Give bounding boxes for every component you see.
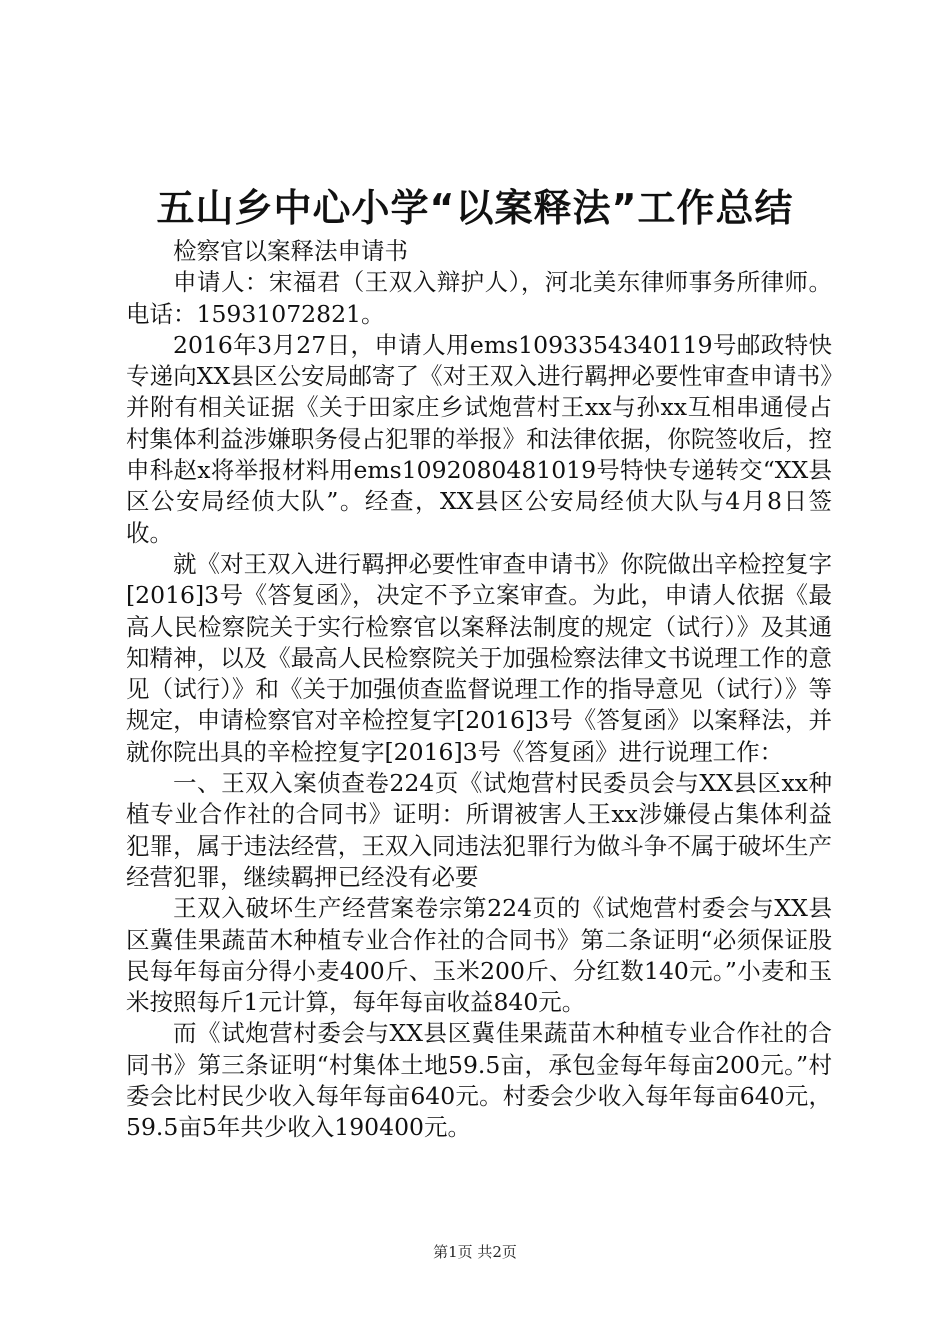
paragraph-point-one: 一、王双入案侦查卷224页《试炮营村民委员会与XX县区xx种植专业合作社的合同书》证明：所谓被害人王xx涉嫌侵占集体利益犯罪，属于违法经营，王双入同违法犯罪行为做斗争不属于破坏生产经营犯罪，继续羁押已经没有必要	[126, 769, 832, 891]
paragraph-contract-clause-three: 而《试炮营村委会与XX县区冀佳果蔬苗木种植专业合作社的合同书》第三条证明“村集体土地59.5亩，承包金每年每亩200元。”村委会比村民少收入每年每亩640元。村委会少收入每年每亩640元，59.5亩5年共少收入190400元。	[126, 1019, 832, 1142]
paragraph-facts: 2016年3月27日，申请人用ems1093354340119号邮政特快专递向XX县区公安局邮寄了《对王双入进行羁押必要性审查申请书》并附有相关证据《关于田家庄乡试炮营村王xx与孙xx互相串通侵占村集体利益涉嫌职务侵占犯罪的举报》和法律依据，你院签收后，控申科赵x将举报材料用ems1092080481019号特快专递转交“XX县区公安局经侦大队”。经查，XX县区公安局经侦大队与4月8日签收。	[126, 330, 832, 547]
document-body	[126, 236, 832, 1144]
paragraph-applicant: 申请人：宋福君（王双入辩护人），河北美东律师事务所律师。电话：15931072821。	[126, 268, 832, 328]
paragraph-heading: 检察官以案释法申请书	[173, 237, 408, 265]
document-title: 五山乡中心小学“以案释法”工作总结	[156, 186, 794, 230]
paragraph-contract-clause-two: 王双入破坏生产经营案卷宗第224页的《试炮营村委会与XX县区冀佳果蔬苗木种植专业合作社的合同书》第二条证明“必须保证股民每年每亩分得小麦400斤、玉米200斤、分红数140元。”小麦和玉米按照每斤1元计算，每年每亩收益840元。	[126, 894, 832, 1017]
page-number-footer: 第1页 共2页	[433, 1243, 517, 1261]
paragraph-request: 就《对王双入进行羁押必要性审查申请书》你院做出辛检控复字[2016]3号《答复函》，决定不予立案审查。为此，申请人依据《最高人民检察院关于实行检察官以案释法制度的规定（试行）》及其通知精神，以及《最高人民检察院关于加强检察法律文书说理工作的意见（试行）》和《关于加强侦查监督说理工作的指导意见（试行）》等规定，申请检察官对辛检控复字[2016]3号《答复函》以案释法，并就你院出具的辛检控复字[2016]3号《答复函》进行说理工作：	[126, 549, 832, 766]
